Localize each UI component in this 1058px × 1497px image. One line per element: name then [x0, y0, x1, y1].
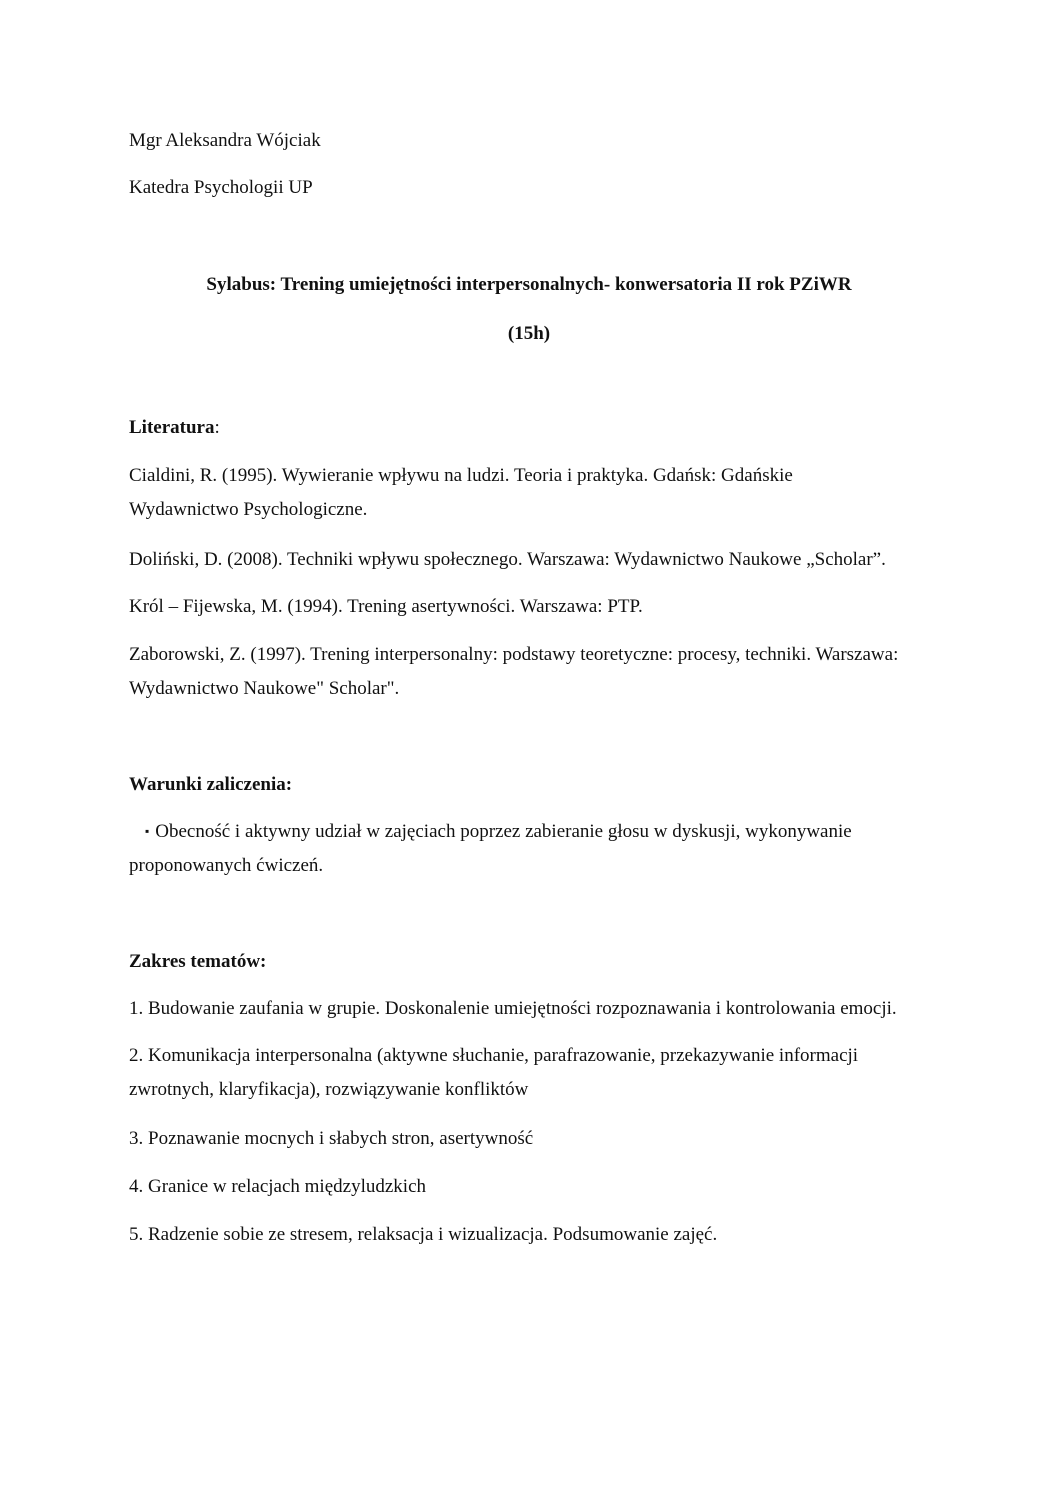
literature-entry-line: Cialdini, R. (1995). Wywieranie wpływu na ludzi. Teoria i praktyka. Gdańsk: Gdańskie [129, 465, 793, 486]
author-name: Mgr Aleksandra Wójciak [129, 130, 321, 151]
topic-line: 3. Poznawanie mocnych i słabych stron, asertywność [129, 1128, 534, 1149]
literature-heading-colon: : [214, 417, 220, 438]
literature-heading-label: Literatura [129, 417, 215, 438]
literature-entry-line: Wydawnictwo Psychologiczne. [129, 499, 368, 520]
syllabus-title: Sylabus: Trening umiejętności interpersonalnych- konwersatoria II rok PZiWR [206, 274, 852, 295]
literature-entry-line: Wydawnictwo Naukowe" Scholar". [129, 678, 400, 699]
department-name: Katedra Psychologii UP [129, 177, 313, 198]
bullet-icon: ▪ [145, 824, 150, 838]
literature-entry-line: Zaborowski, Z. (1997). Trening interpersonalny: podstawy teoretyczne: procesy, techniki. Warszawa: [129, 644, 899, 665]
topic-line: 1. Budowanie zaufania w grupie. Doskonalenie umiejętności rozpoznawania i kontrolowania emocji. [129, 998, 897, 1019]
requirements-text: Obecność i aktywny udział w zajęciach poprzez zabieranie głosu w dyskusji, wykonywanie [155, 821, 852, 842]
requirements-item [129, 814, 929, 883]
requirements-heading: Warunki zaliczenia: [129, 774, 293, 795]
literature-heading [129, 411, 220, 445]
literature-entry-line: Doliński, D. (2008). Techniki wpływu społecznego. Warszawa: Wydawnictwo Naukowe „Scholar”. [129, 549, 886, 570]
topic-item-3 [129, 1122, 929, 1156]
topic-item-2 [129, 1039, 929, 1107]
topic-line: zwrotnych, klaryfikacja), rozwiązywanie konfliktów [129, 1079, 529, 1100]
literature-entry-zaborowski [129, 638, 929, 706]
topic-item-1 [129, 992, 929, 1026]
literature-entry-cialdini [129, 459, 929, 527]
topic-line: 2. Komunikacja interpersonalna (aktywne słuchanie, parafrazowanie, przekazywanie informacji [129, 1045, 859, 1066]
requirements-line [129, 814, 929, 849]
topics-heading: Zakres tematów: [129, 951, 267, 972]
requirements-line: proponowanych ćwiczeń. [129, 855, 324, 876]
literature-entry-krol [129, 590, 929, 624]
syllabus-hours: (15h) [507, 323, 551, 344]
topic-line: 4. Granice w relacjach międzyludzkich [129, 1176, 426, 1197]
topic-line: 5. Radzenie sobie ze stresem, relaksacja i wizualizacja. Podsumowanie zajęć. [129, 1224, 718, 1245]
literature-entry-line: Król – Fijewska, M. (1994). Trening asertywności. Warszawa: PTP. [129, 596, 643, 617]
topic-item-4 [129, 1170, 929, 1204]
literature-entry-dolinski [129, 543, 929, 577]
topic-item-5 [129, 1218, 929, 1252]
